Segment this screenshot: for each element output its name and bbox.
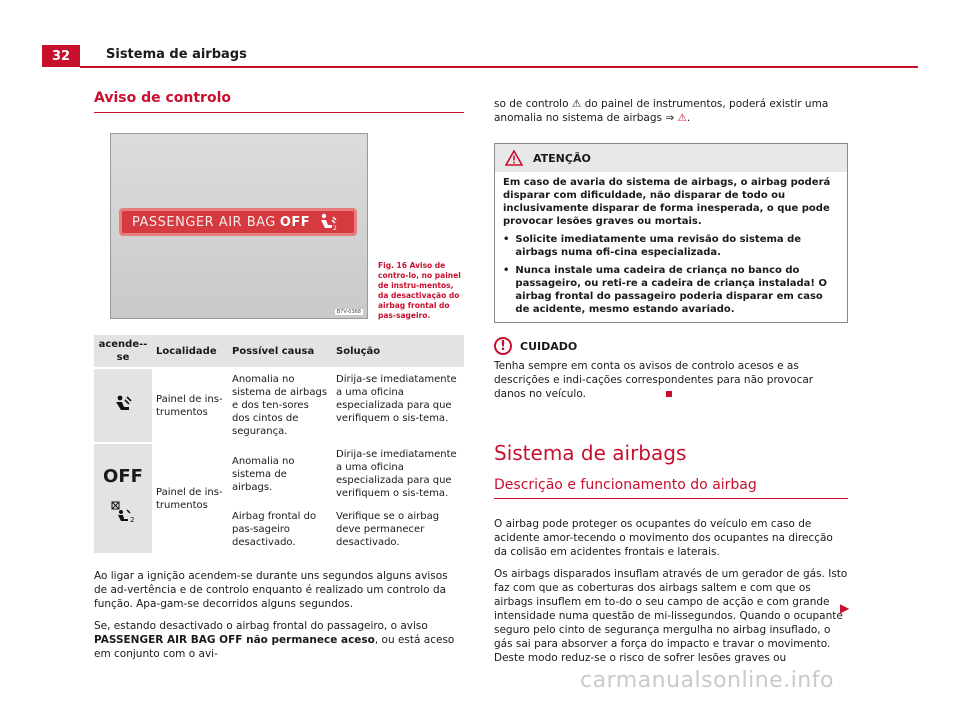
bullet-text: Nunca instale uma cadeira de criança no banco do passageiro, ou reti-re a cadeira de criança instalada! O airbag frontal do passageiro poderia disparar em caso de acidente, mesmo estando avariado. bbox=[515, 265, 827, 315]
svg-text:2: 2 bbox=[333, 225, 338, 231]
airbag-warning-icon: ⚠ bbox=[571, 98, 582, 110]
caution-text bbox=[494, 359, 848, 401]
bullet-icon: • bbox=[503, 265, 510, 276]
continue-arrow-icon: ▶ bbox=[840, 601, 850, 615]
paragraph: Os airbags disparados insuflam através de um gerador de gás. Isto faz com que as coberturas dos airbags saltem e com que os airbags insuflem em to-do o seu campo de acção e com grande intensidade numa questão de mi-lissegundos. Quando o ocupante seguro pelo cinto de segurança mergulha no airbag insuflado, o gás sai para absorver a força do impacto e travar o movimento. Deste modo reduz-se o risco de sofrer lesões graves ou bbox=[494, 568, 848, 664]
passenger-airbag-off-label bbox=[119, 208, 357, 236]
airbag-off-text: OFF bbox=[279, 214, 311, 230]
caution-text-body: Tenha sempre em conta os avisos de controlo acesos e as descrições e indi-cações correspondentes para não provocar danos no veículo. bbox=[494, 360, 814, 400]
table-cell-icon bbox=[94, 368, 152, 443]
off-glyph: OFF bbox=[103, 466, 143, 487]
caution-header bbox=[494, 337, 848, 355]
table-cell: Airbag frontal do pas-sageiro desactivado. bbox=[228, 505, 332, 554]
figure-image bbox=[110, 133, 368, 319]
airbag-warning-icon bbox=[112, 394, 134, 414]
airbag-label-text: PASSENGER AIR BAG bbox=[132, 214, 276, 230]
table-header: acende--se bbox=[94, 335, 152, 368]
passenger-airbag-icon bbox=[316, 213, 338, 231]
table-header: Possível causa bbox=[228, 335, 332, 368]
table-header-row bbox=[94, 335, 464, 368]
paragraph-bold: não permanece aceso bbox=[242, 634, 375, 646]
paragraph: O airbag pode proteger os ocupantes do veículo em caso de acidente amor-tecendo o movimento dos ocupantes na direcção da colisão em acidentes frontais e laterais. bbox=[494, 518, 833, 558]
caution-icon: ! bbox=[494, 337, 512, 355]
table-cell-icon bbox=[94, 443, 152, 554]
page-header bbox=[0, 0, 960, 70]
left-column bbox=[94, 90, 464, 669]
end-mark-icon bbox=[666, 391, 672, 397]
table-cell: Dirija-se imediatamente a uma oficina especializada para que verifiquem o sis-tema. bbox=[332, 368, 464, 443]
warning-title: ATENÇÃO bbox=[533, 151, 591, 165]
paragraph-text: Se, estando desactivado o airbag frontal do passageiro, o aviso bbox=[94, 620, 428, 632]
right-column bbox=[494, 97, 848, 673]
table-cell: Painel de ins-trumentos bbox=[152, 368, 228, 443]
warning-table bbox=[94, 335, 464, 555]
table-header: Localidade bbox=[152, 335, 228, 368]
table-row bbox=[94, 443, 464, 505]
chapter-title: Sistema de airbags bbox=[494, 441, 687, 465]
bullet-text: Solicite imediatamente uma revisão do sistema de airbags numa ofi-cina especializada. bbox=[515, 234, 802, 258]
warning-bullet bbox=[503, 233, 839, 259]
figure-code: B7V-0368 bbox=[336, 309, 361, 315]
svg-text:2: 2 bbox=[130, 516, 135, 523]
header-rule bbox=[80, 66, 918, 68]
table-cell: Painel de ins-trumentos bbox=[152, 443, 228, 554]
figure-caption: Fig. 16 Aviso de contro-lo, no painel de instru-mentos, da desactivação do airbag frontal do pas-sageiro. bbox=[378, 261, 461, 320]
paragraph bbox=[94, 619, 464, 661]
header-title: Sistema de airbags bbox=[106, 47, 247, 62]
warning-triangle-icon bbox=[505, 150, 523, 166]
page-number: 32 bbox=[42, 45, 80, 67]
paragraph-bold: PASSENGER AIR BAG OFF bbox=[94, 634, 243, 646]
warning-box bbox=[494, 143, 848, 323]
paragraph-text: so de controlo bbox=[494, 98, 569, 110]
warning-box-body bbox=[495, 172, 847, 322]
paragraph-text: do painel de instrumentos, poderá existir uma anomalia no sistema de airbags ⇒ bbox=[494, 98, 829, 124]
table-cell: Anomalia no sistema de airbags e dos ten-sores dos cintos de segurança. bbox=[228, 368, 332, 443]
warning-box-header bbox=[495, 144, 847, 172]
table-cell: Anomalia no sistema de airbags. bbox=[228, 443, 332, 505]
watermark: carmanualsonline.info bbox=[580, 668, 834, 693]
warning-ref-icon: ⚠ bbox=[677, 112, 687, 124]
paragraph: so de controlo ⚠ do painel de instrumentos, poderá existir uma anomalia no sistema de airbags ⇒ ⚠. bbox=[494, 98, 829, 124]
section-subtitle: Descrição e funcionamento do airbag bbox=[494, 477, 848, 499]
table-row bbox=[94, 368, 464, 443]
table-cell: Dirija-se imediatamente a uma oficina especializada para que verifiquem o sis-tema. bbox=[332, 443, 464, 505]
caution-title: CUIDADO bbox=[520, 339, 578, 353]
paragraph-text: , ou está aceso em conjunto com o avi- bbox=[94, 634, 455, 660]
table-cell: Verifique se o airbag deve permanecer desactivado. bbox=[332, 505, 464, 554]
warning-bullet bbox=[503, 264, 839, 316]
bullet-icon: • bbox=[503, 234, 510, 245]
paragraph: Ao ligar a ignição acendem-se durante uns segundos alguns avisos de ad-vertência e de controlo enquanto é realizado um controlo da função. Apa-gam-se decorridos alguns segundos. bbox=[94, 570, 448, 610]
section-title: Aviso de controlo bbox=[94, 90, 464, 113]
passenger-airbag-off-icon bbox=[111, 501, 135, 523]
figure bbox=[94, 133, 464, 320]
table-header: Solução bbox=[332, 335, 464, 368]
warning-text: Em caso de avaria do sistema de airbags, o airbag poderá disparar com dificuldade, não disparar de todo ou inclusivamente disparar de forma inesperada, o que pode provocar lesões graves ou mortais. bbox=[503, 177, 831, 227]
